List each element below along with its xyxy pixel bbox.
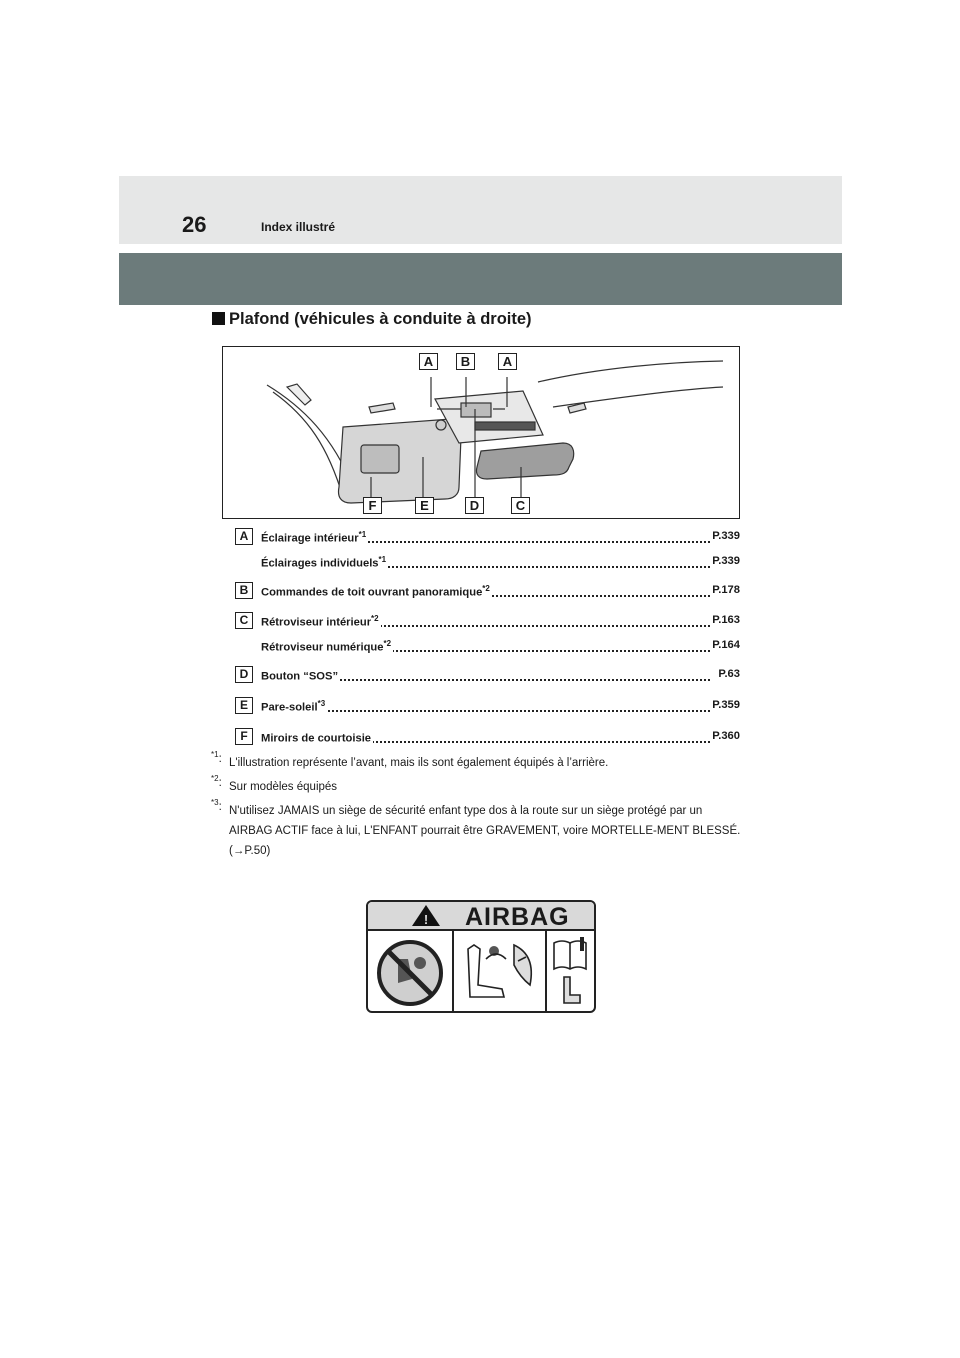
item-label: Éclairages individuels$^{*1}$ [261,555,387,570]
item-page-ref[interactable]: P.339 [712,555,740,567]
item-page-ref[interactable]: P.339 [712,530,740,542]
footnote-text: N'utilisez JAMAIS un siège de sécurité enfant type dos à la route sur un siège protégé par un AIRBAG ACTIF face à lui, L'ENFANT pourrait être GRAVEMENT, voire MORTELLE-MENT BLESSÉ. (→P.50) [229,805,741,857]
seat-airbag-icon [468,945,531,997]
item-label: Commandes de toit ouvrant panoramique$^{*2}$ [261,584,490,599]
item-label: Rétroviseur numérique$^{*2}$ [261,639,392,654]
callout-d: D [465,497,484,514]
leader-dots [261,710,710,712]
footnote-2 [211,774,746,796]
ceiling-illustration [222,346,740,519]
item-letter-badge: F [235,728,253,745]
index-item-commandes-toit [235,581,740,601]
index-item-miroirs-courtoisie [235,727,740,747]
item-letter-badge: A [235,528,253,545]
item-letter-badge: B [235,582,253,599]
footnote-1 [211,750,746,772]
read-manual-icon [554,937,586,1003]
index-item-pare-soleil [235,696,740,716]
callout-f: F [363,497,382,514]
item-label: Bouton “SOS” [261,668,340,683]
item-label: Éclairage intérieur$^{*1}$ [261,530,367,545]
footnote-mark: $^{*2}$: [211,774,222,789]
index-item-retroviseur-interieur [235,611,740,631]
airbag-pictograms [368,929,594,1013]
page-number: 26 [182,212,207,237]
ceiling-drawing [223,347,741,520]
warning-triangle-icon [406,902,446,929]
section-heading-text: Plafond (véhicules à conduite à droite) [229,310,532,328]
item-page-ref[interactable]: P.63 [718,668,740,680]
footnote-3 [211,798,746,862]
item-label: Miroirs de courtoisie [261,730,373,745]
item-page-ref[interactable]: P.360 [712,730,740,742]
item-letter-badge: E [235,697,253,714]
callout-a-left: A [419,353,438,370]
index-item-bouton-sos [235,665,740,685]
item-page-ref[interactable]: P.164 [712,639,740,651]
footnote-mark: $^{*3}$: [211,798,222,813]
item-label: Pare-soleil$^{*3}$ [261,699,326,714]
footnote-mark: $^{*1}$: [211,750,222,765]
callout-b: B [456,353,475,370]
item-page-ref[interactable]: P.163 [712,614,740,626]
airbag-label-header [368,902,594,931]
header-band [119,176,842,244]
no-child-seat-icon [379,942,441,1004]
item-label: Rétroviseur intérieur$^{*2}$ [261,614,379,629]
item-page-ref[interactable]: P.178 [712,584,740,596]
footnote-text: L'illustration représente l’avant, mais ils sont également équipés à l’arrière. [229,757,609,769]
callout-e: E [415,497,434,514]
footnote-text: Sur modèles équipés [229,781,338,793]
airbag-warning-label [366,900,596,1013]
callout-a-right: A [498,353,517,370]
airbag-word: AIRBAG [465,903,570,931]
index-item-eclairages-individuels [235,552,740,572]
section-title: Index illustré [261,220,336,234]
item-letter-badge: D [235,666,253,683]
index-item-eclairage-interieur [235,527,740,547]
square-bullet-icon [212,312,225,325]
svg-text:!: ! [423,912,429,927]
item-letter-badge: C [235,612,253,629]
header-dark-band [119,253,842,305]
callout-c: C [511,497,530,514]
index-item-retroviseur-numerique [235,636,740,656]
item-page-ref[interactable]: P.359 [712,699,740,711]
section-heading [212,310,532,329]
